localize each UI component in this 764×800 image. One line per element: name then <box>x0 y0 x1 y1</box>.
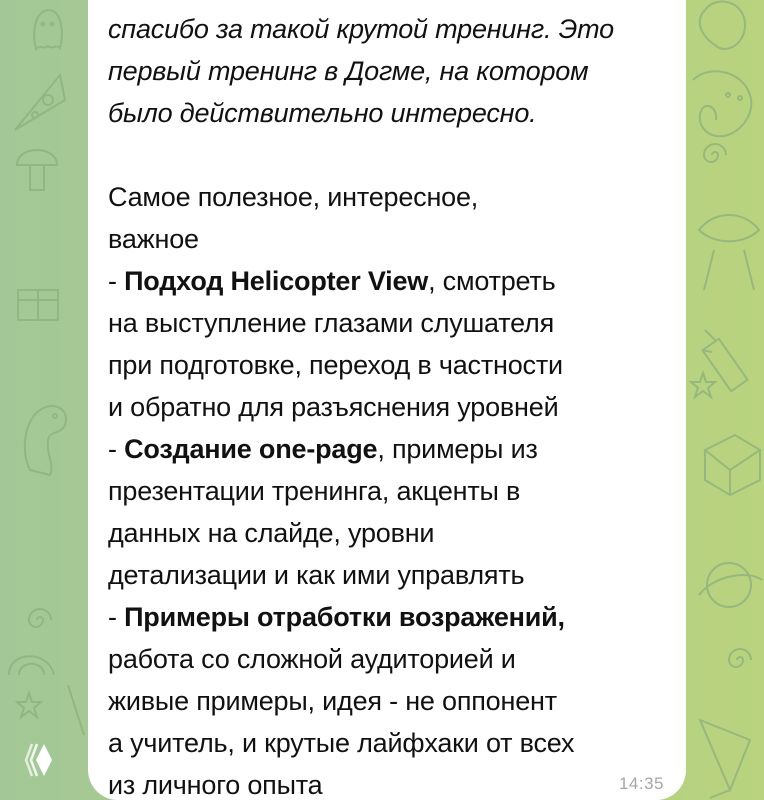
rainbow-doodle-icon <box>4 640 64 680</box>
planet-doodle-icon <box>694 540 764 630</box>
intro-line: первый тренинг в Догме, на котором <box>108 56 589 86</box>
flashlight-doodle-icon <box>700 320 764 410</box>
snail-doodle-icon <box>700 140 730 170</box>
pizza-doodle-icon <box>10 70 70 140</box>
point-line: презентации тренинга, акценты в <box>108 476 521 506</box>
strawberry-doodle-icon <box>695 0 755 60</box>
ufo-doodle-icon <box>694 190 764 300</box>
message-bubble <box>88 0 686 800</box>
summary-line: важное <box>108 224 199 254</box>
mushroom-doodle-icon <box>12 140 62 200</box>
message-text <box>108 8 662 800</box>
bullet-prefix: - <box>108 602 125 632</box>
star2-doodle-icon <box>688 370 718 400</box>
ghost-doodle-icon <box>28 4 68 54</box>
point-first-line-rest: , примеры из <box>377 434 538 464</box>
point-line: работа со сложной аудиторией и <box>108 644 516 674</box>
dinosaur-doodle-icon <box>10 390 80 480</box>
message-timestamp: 14:35 <box>618 774 664 793</box>
rocket-doodle-icon <box>64 680 88 740</box>
kite-doodle-icon <box>690 710 764 800</box>
box-doodle-icon <box>700 430 764 500</box>
point-line: а учитель, и крутые лайфхаки от всех <box>108 728 575 758</box>
dragon-doodle-icon <box>688 60 764 170</box>
intro-line: спасибо за такой крутой тренинг. Это <box>108 14 614 44</box>
point-first-line-rest: , смотреть <box>428 266 556 296</box>
spiral-doodle-icon <box>720 640 760 680</box>
point-helicopter-view <box>108 260 662 302</box>
point-line: при подготовке, переход в частности <box>108 350 563 380</box>
bullet-prefix: - <box>108 434 125 464</box>
blank-line <box>108 134 662 176</box>
summary-line: Самое полезное, интересное, <box>108 182 479 212</box>
point-line: живые примеры, идея - не оппонент <box>108 686 557 716</box>
point-title: Создание one-page <box>124 434 378 464</box>
point-objections <box>108 596 662 638</box>
gift-doodle-icon <box>8 270 68 330</box>
point-line: на выступление глазами слушателя <box>108 308 555 338</box>
point-line: данных на слайде, уровни <box>108 518 435 548</box>
star-doodle-icon <box>14 690 44 720</box>
point-one-page <box>108 428 662 470</box>
bullet-prefix: - <box>108 266 125 296</box>
point-line: детализации и как ими управлять <box>108 560 525 590</box>
point-title: Подход Helicopter View <box>124 266 429 296</box>
point-line: и обратно для разъяснения уровней <box>108 392 559 422</box>
intro-line: было действительно интересно. <box>108 98 537 128</box>
layered-diamond-logo-icon <box>24 740 54 780</box>
point-title: Примеры отработки возражений, <box>124 602 565 632</box>
point-line: из личного опыта <box>108 770 323 800</box>
swirl-doodle-icon <box>20 600 60 640</box>
